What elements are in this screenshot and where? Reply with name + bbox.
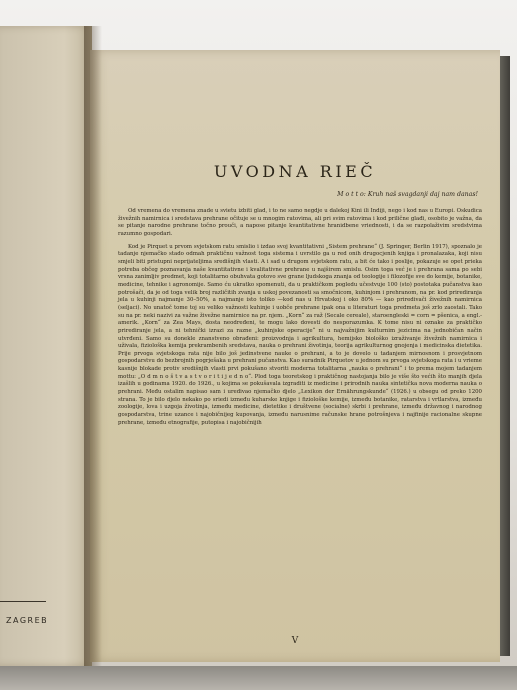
page-number: V [291,636,299,646]
paragraph: Od vremena do vremena znade u svietu izbiti glad, i to ne samo negdje u dalekoj Kini ili Indiji, nego i kod nas u Europi. Oskudica živežnih namirnica i sredstava prehrane očituje se u mnogim ratovima, ali pri svim ratovima i kod prilične glađi, osobito je važna, da se pitanje narodne prehrane točno prouči, a napose pitanje kvantitativne hranidbene vriednosti, i da se razpolaživim sredstvima razumno gospodari. [118,208,482,237]
motto: M o t t o: Kruh naš svagdanji daj nam danas! [337,191,478,198]
page-title: UVODNA RIEČ [213,162,377,181]
imprint-rule [0,601,46,602]
left-page [0,26,92,666]
book-page [90,50,500,662]
paragraph: Kod je Pirquet u prvom svjetskom ratu smislio i izdao svoj kvantitativni „Sistem prehrane“ (J. Springer, Berlin 1917), spoznalo je tadanje njemačko stado odmah praktičnu važnost toga sistema i uvrstilo ga u red onih drugocjenih knjiga i pronalazaka, koji nisu smjeli biti pristupni neprijateljima središnjih vlasti. A i sad u drugom svjetskom ratu, a bit će tako i poslije, pokazuje se opet prieka potreba občeg poznavanja naše kvantitativne i kvalitativne prehrane u najširem smislu. Osim toga već je i prehrana sama po sebi vrsna zanimljiv predmet, koji totalitarno obuhvata gotovo sve grane ljudskoga znanja od teologije i filozofije sve do kemije, botanike, medicine, tehnike i agronomije. Samo ću ukratko spomenuti, da u praktičkom pogledu učestvuje 100 (sto) postotaka pučanstva kao potrošači, da je od toga velik broj različitih zvanja u uskoj povezanosti sa smočnicom, kuhinjom i prehranom, na pr. kod prirediranja jela u kuhinji najmanje 30–50%, a najmanje isto toliko —kod nas u Hrvatskoj i oko 80% — kao priredivači živežnih namirnica (seljaci). No unatoč tome toj su veliko važnosti kuhinje i uobče prehrane ipak ona u literaturi toga predmeta još zrlo zaostali. Tako su na pr. neki nazivi za važne živežne namirnice na pr. njem. „Korn“ za raž (Secale cereale), staroengleski = corn = pšenica, a engl.-amerik. „Korn“ za Zea Mays, dosta neodređeni, te mogu lako dovesti do nesporazumka. K tome nisu ni oznake za praktičko prirediranje jela, a ni tehnički izrazi za razne „kuhinjske operacije“ ni u najvažnijim kulturnim jezicima na jednobičan način utvrđeni. Samo su donekle znanstveno obrađeni: proizvodnja i agrikultura, hemijsko biološko izraživanje živežnih namirnica i uživala, fiziološka kemija prekrambenih sredstava, nauka o prehrani životinja, teorija agrikulturnog gnojenja i medicinska dietetika. Prije prvoga svjetskoga rata nije bilo još jedinstvene nauke o prehrani, a to je dovelo u tadanjem mirnosnom i prosvjetnom gospodarstvu do bezbrojnih pogrješaka u prehrani pučanstva. Kao suradnik Pirquetov u jednom su prvoga svjetskoga rata i u vrieme kasnije blokade protiv središnjih vlasti prvi pokušano stvoriti moderna totalitarna „nauka o prehrani“ i to prema mojem tadanjem mottu: „O d m n o š t v a s t v o r i t i j e d n o“. Plod toga teoretskog i praktičnog nastojanja bilo je više što većih što manjih djela izašlih u godinama 1920. do 1926., u kojima se pokušavala izgraditi iz medicine i prirodnih nauka sintetička nova moderna nauka o prehrani. Među ostalim napisao sam i uredivao njemačko djelo „Lexikon der Ernährungskunde“ (1926.) u obsegu od preko 1200 strana. To je bilo djelo nekako po sriedi između kuharske knjige i fiziološke kemije, između botanike, ratarstva i vrtlarstva, između zoologije, lova i uzgoja životinja, između medicine, dietetike i društvene (socialne) skrbi i prehrane, između državnog i narodnog gospodarstva, trine uzance i najobičnijeg kupovanja, između narusnime računske hrane potrošnjeva i najfinije racionalne skupne prehrane, između etnografije, putopisa i najobičnijih [118,243,482,426]
spine-shadow [84,26,102,666]
body-text [118,208,482,432]
imprint-label: ZAGREB [6,616,49,625]
table-surface [0,666,517,690]
